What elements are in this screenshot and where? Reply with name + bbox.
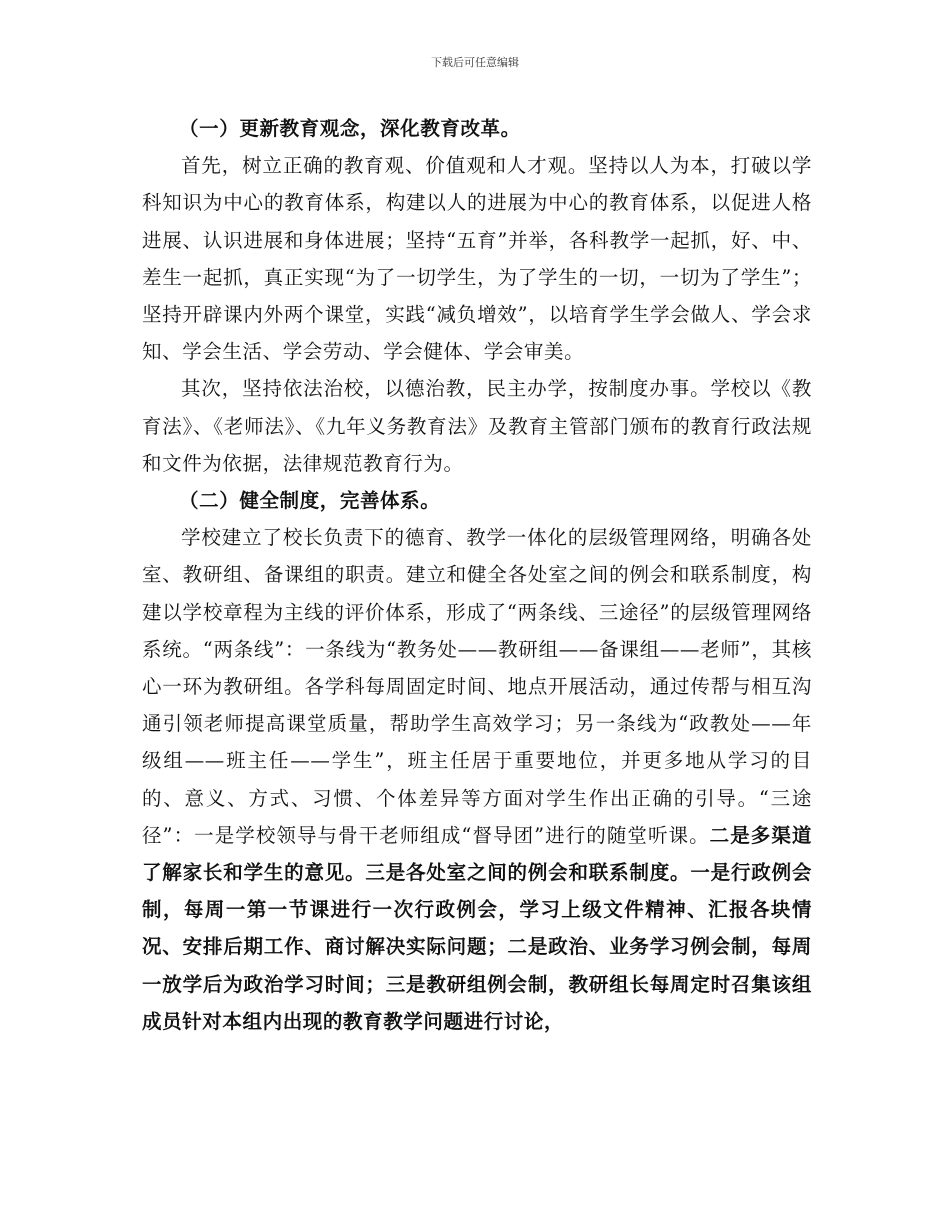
header-note: 下载后可任意编辑 bbox=[431, 56, 519, 69]
document-body bbox=[142, 110, 812, 1040]
paragraph-3-normal-text: 学校建立了校长负责下的德育、教学一体化的层级管理网络，明确各处室、教研组、备课组的职责。建立和健全各处室之间的例会和联系制度，构建以学校章程为主线的评价体系，形成了“两条线、三途径”的层级管理网络系统。“两条线”：一条线为“教务处——教研组——备课组——老师”，其核心一环为教研组。各学科每周固定时间、地点开展活动，通过传帮与相互沟通引领老师提高课堂质量，帮助学生高效学习；另一条线为“政教处——年级组——班主任——学生”，班主任居于重要地位，并更多地从学习的目的、意义、方式、习惯、个体差异等方面对学生作出正确的引导。“三途径”：一是学校领导与骨干老师组成“督导团”进行的随堂听课。 bbox=[142, 526, 812, 847]
paragraph-1: 首先，树立正确的教育观、价值观和人才观。坚持以人为本，打破以学科知识为中心的教育体系，构建以人的进展为中心的教育体系，以促进人格进展、认识进展和身体进展；坚持“五育”并举，各科教学一起抓，好、中、差生一起抓，真正实现“为了一切学生，为了学生的一切，一切为了学生”；坚持开辟课内外两个课堂，实践“减负增效”，以培育学生学会做人、学会求知、学会生活、学会劳动、学会健体、学会审美。 bbox=[142, 154, 812, 364]
paragraph-3-bold-text: 二是多渠道了解家长和学生的意见。三是各处室之间的例会和联系制度。一是行政例会制，每周一第一节课进行一次行政例会，学习上级文件精神、汇报各块情况、安排后期工作、商讨解决实际问题；二是政治、业务学习例会制，每周一放学后为政治学习时间；三是教研组例会制，教研组长每周定时召集该组成员针对本组内出现的教育教学问题进行讨论， bbox=[142, 823, 812, 1033]
section-heading-2: （二）健全制度，完善体系。 bbox=[179, 489, 441, 513]
paragraph-2: 其次，坚持依法治校，以德治教，民主办学，按制度办事。学校以《教育法》、《老师法》、《九年义务教育法》及教育主管部门颁布的教育行政法规和文件为依据，法律规范教育行为。 bbox=[142, 377, 812, 475]
paragraph-3 bbox=[142, 519, 812, 1040]
section-heading-1: （一）更新教育观念，深化教育改革。 bbox=[179, 117, 521, 140]
